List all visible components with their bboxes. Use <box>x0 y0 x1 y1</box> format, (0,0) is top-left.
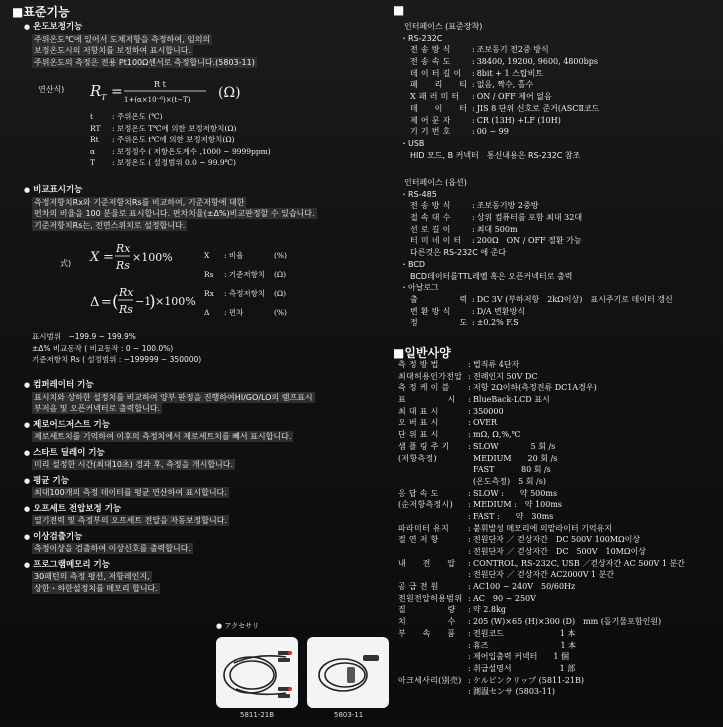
general-spec-colon: : <box>468 406 471 416</box>
compare-range-line: 기준저항치 Rs ( 설정범위 : −199999 ~ 350000) <box>32 355 202 364</box>
feature-item <box>24 476 364 499</box>
general-spec-label: 부 속 품 <box>398 628 456 638</box>
temp-desc-text: 보정온도시의 저항치를 보정하여 표시합니다. <box>34 46 192 55</box>
general-spec-row <box>398 593 685 605</box>
general-spec-label: 최대허용인가전압 <box>398 371 463 381</box>
general-spec-label: 아크세사리(別売) <box>398 675 462 685</box>
spec-label: 데 이 터 길 이 <box>410 68 462 78</box>
spec-row <box>410 317 673 329</box>
temp-def-row <box>90 111 271 123</box>
rs232c-section <box>400 21 599 161</box>
temp-def-row <box>90 157 271 169</box>
spec-colon: : <box>472 103 475 113</box>
general-spec-value: OVER <box>473 418 498 428</box>
general-spec-value: (온도측정) 5 회 /s) <box>473 476 546 486</box>
general-spec-value: AC100 ~ 240V 50/60Hz <box>473 582 576 592</box>
temp-desc-line <box>32 45 257 57</box>
spec-row <box>410 235 673 247</box>
compare-def-text: : 측정저항치 <box>224 289 266 298</box>
general-spec-row <box>398 546 685 558</box>
spec-colon: : <box>472 68 475 78</box>
svg-text:Rx: Rx <box>116 242 131 255</box>
spec-value: 상위 컴퓨터를 포함 최대 32대 <box>476 213 583 223</box>
spec-row <box>410 306 673 318</box>
temp-definitions <box>90 111 271 169</box>
svg-text:×100%: ×100% <box>155 295 196 308</box>
kelvin-clip-icon <box>216 637 298 708</box>
spec-row <box>410 126 599 138</box>
temp-desc-text: 주위온도의 측정은 전용 Pt100Ω센서로 측정합니다.(5803-11) <box>34 57 255 67</box>
spec-label: 정 도 <box>410 318 468 328</box>
feature-desc-text: 측정이상을 검출하여 이상신호를 출력합니다. <box>34 544 192 553</box>
general-spec-colon: : <box>468 558 471 568</box>
general-spec-colon: : <box>468 570 471 580</box>
spec-row <box>410 103 599 115</box>
temp-def-row <box>90 146 271 158</box>
svg-text:X: X <box>90 250 100 265</box>
accessory-label: ● アクセサリ <box>216 622 260 630</box>
spec-row <box>410 68 599 80</box>
feature-desc-line <box>24 392 364 404</box>
feature-heading: ● 컴퍼레이터 기능 <box>24 380 364 392</box>
general-spec-colon: : <box>468 663 471 673</box>
general-spec-row <box>398 382 685 394</box>
bcd-line: BCD데이터를TTL레벨 혹은 오픈커넥터로 출력 <box>410 271 573 281</box>
spec-colon: : <box>472 213 475 223</box>
spec-label: 출 력 <box>410 294 468 304</box>
general-spec-value: 휴즈 1 本 <box>473 640 577 650</box>
general-spec-colon: : <box>468 582 471 592</box>
spec-row <box>410 224 673 236</box>
general-spec-title: ■일반사양 <box>393 346 451 360</box>
spec-value: 조보동기 전2중 방식 <box>476 45 549 55</box>
spec-colon: : <box>472 201 475 211</box>
general-spec-label: 최 대 표 시 <box>398 406 439 416</box>
temp-desc-text: 주위온도℃에 있어서 도체저항을 측정하여, 임의의 <box>34 34 211 44</box>
compare-def-unit: (%) <box>274 308 287 317</box>
general-spec-value: 전원단자 ／ 걷상자간 AC2000V 1 분간 <box>473 570 615 580</box>
general-spec-row <box>398 417 685 429</box>
general-spec-colon: : <box>468 430 471 440</box>
general-spec-label: 절 연 저 항 <box>398 535 439 545</box>
clip-cable-photo <box>216 637 298 708</box>
spec-value: DC 3V (부하저항 2kΩ이상) 표시주기로 데이터 갱신 <box>476 294 673 304</box>
general-spec-row <box>398 534 685 546</box>
general-spec-label: 측 정 방 법 <box>398 360 439 369</box>
temp-def-text: : 보정온도 T℃에 의한 보정저항치(Ω) <box>112 123 237 133</box>
general-spec-row <box>398 441 685 453</box>
temp-def-text: : 주위온도 t℃에 의한 보정저항치(Ω) <box>112 135 235 144</box>
spec-colon: : <box>472 294 475 304</box>
general-spec-row <box>398 651 685 663</box>
rs485-note: 다른것은 RS-232C 에 준다 <box>410 248 507 258</box>
compare-desc-text: 측정저항치Rx와 기준저항치Rs를 비교하여, 기준저항에 대한 <box>34 197 245 207</box>
svg-text:=: = <box>101 295 112 310</box>
general-spec-colon: : <box>468 687 471 697</box>
spec-row <box>410 56 599 68</box>
spec-row <box>410 294 673 306</box>
feature-heading: ● 오프세트 전압보정 기능 <box>24 504 364 516</box>
rs485-sub: ・RS-485 <box>400 189 437 199</box>
feature-desc-line <box>24 403 364 415</box>
general-spec-label: (저항측정) <box>398 453 437 463</box>
spec-value: ±0.2% F.S <box>476 318 519 328</box>
svg-text:(: ( <box>112 292 119 312</box>
compare-formula-label: 式) <box>60 259 72 268</box>
spec-row <box>410 79 599 91</box>
temp-def-symbol: Rt <box>90 135 99 144</box>
compare-heading: ● 비교표시기능 <box>24 185 317 197</box>
analog-sub: ・아날로그 <box>400 283 439 293</box>
feature-item <box>24 448 364 471</box>
general-spec-value: CONTROL, RS-232C, USB ／걷상자간 AC 500V 1 분간 <box>473 558 685 568</box>
general-spec-colon: : <box>468 617 471 627</box>
general-spec-colon: : <box>468 383 471 393</box>
general-spec-row <box>398 453 685 465</box>
general-spec-colon: : <box>468 605 471 615</box>
general-spec-label: 응 답 속 도 <box>398 488 439 498</box>
temp-formula <box>88 74 258 108</box>
general-spec-value: AC 90 ~ 250V <box>473 593 536 603</box>
general-spec-table <box>398 359 685 698</box>
spec-value: 200Ω ON / OFF 절환 가능 <box>476 236 582 246</box>
general-spec-value: FAST : 약 30ms <box>473 511 554 521</box>
compare-desc-line <box>32 197 317 209</box>
compare-def-row <box>204 288 287 307</box>
general-spec-label: 단 위 표 시 <box>398 430 439 440</box>
feature-item <box>24 380 364 415</box>
svg-text:Rs: Rs <box>116 259 130 272</box>
spec-value: 8bit + 1 스탑비트 <box>476 68 544 78</box>
general-spec-colon: : <box>468 511 471 521</box>
feature-item <box>24 560 364 595</box>
general-spec-colon: : <box>468 547 471 556</box>
general-spec-colon: : <box>468 488 471 498</box>
feature-desc-line <box>24 487 364 499</box>
general-spec-value: 법직류 4단자 <box>473 360 520 369</box>
general-spec-colon: : <box>468 418 471 428</box>
spec-value: 없음, 짝수, 홀수 <box>476 80 534 90</box>
general-spec-value: ケルビンクリップ (5811-21B) <box>473 675 585 685</box>
general-spec-row <box>398 523 685 535</box>
general-spec-label: 내 전 압 <box>398 558 456 568</box>
general-spec-label: 전원전압허용범위 <box>398 593 463 603</box>
general-spec-row <box>398 663 685 675</box>
spec-colon: : <box>472 127 475 137</box>
general-spec-row <box>398 628 685 640</box>
rs232c-head: 인터페이스 (표준장착) <box>404 22 483 31</box>
spec-label: 접 속 대 수 <box>410 213 451 223</box>
spec-label: 기 기 번 호 <box>410 127 451 137</box>
general-spec-colon: : <box>468 395 471 405</box>
compare-def-text: : 편차 <box>224 308 244 317</box>
temp-def-text: : 주위온도 (℃) <box>112 112 163 121</box>
spec-colon: : <box>472 57 475 67</box>
feature-desc-line <box>24 515 364 527</box>
usb-line: HID 모드, B 커넥터 통신내용은 RS-232C 참조 <box>410 150 581 160</box>
temp-def-symbol: α <box>90 146 96 156</box>
compare-desc-line <box>32 208 317 220</box>
temp-sensor-icon <box>307 637 389 708</box>
spec-colon: : <box>472 45 475 55</box>
general-spec-value: 350000 <box>473 406 504 416</box>
general-spec-row <box>398 558 685 570</box>
general-spec-row <box>398 686 685 698</box>
compare-def-symbol: X <box>204 251 210 260</box>
general-spec-row <box>398 488 685 500</box>
svg-text:Rs: Rs <box>119 303 133 316</box>
svg-text:=: = <box>103 250 114 265</box>
general-spec-row <box>398 640 685 652</box>
general-spec-value: mΩ, Ω,%,℃ <box>473 430 521 440</box>
general-spec-row <box>398 675 685 687</box>
feature-desc-line <box>24 459 364 471</box>
general-spec-row <box>398 511 685 523</box>
compare-range-line: 표시범위 −199.9 ~ 199.9% <box>32 332 136 341</box>
svg-text:×100%: ×100% <box>132 251 173 264</box>
feature-item <box>24 532 364 555</box>
general-spec-colon: : <box>468 535 471 545</box>
spec-colon: : <box>472 224 475 234</box>
rs232c-sub: ・RS-232C <box>400 33 443 43</box>
general-spec-value: 붙휘발성 메모리에 의맡라이터 기억유지 <box>473 523 613 533</box>
spec-row <box>410 200 673 212</box>
feature-item <box>24 504 364 527</box>
svg-text:1+(α×10⁻⁶)×(t−T): 1+(α×10⁻⁶)×(t−T) <box>124 96 191 104</box>
clip-cable-caption: 5811-21B <box>240 711 275 719</box>
spec-label: 제 어 문 자 <box>410 115 451 125</box>
general-spec-colon: : <box>468 523 471 533</box>
spec-value: CR (13H) +LF (10H) <box>476 115 561 125</box>
feature-desc-line <box>24 431 364 443</box>
temp-sensor-caption: 5803-11 <box>334 711 364 719</box>
svg-text:T: T <box>101 93 107 102</box>
spec-row <box>410 212 673 224</box>
feature-heading: ● 이상검출기능 <box>24 532 364 544</box>
rs485-head: 인터페이스 (옵션) <box>404 178 467 187</box>
general-spec-value: 測温センサ (5803-11) <box>473 687 556 697</box>
spec-label: 선 로 길 이 <box>410 224 451 234</box>
temp-def-symbol: T <box>90 158 96 167</box>
general-spec-value: 약 2.8kg <box>473 605 506 615</box>
spec-value: 최대 500m <box>476 224 518 234</box>
general-spec-colon: : <box>468 640 471 650</box>
general-spec-colon: : <box>468 675 471 685</box>
spec-colon: : <box>472 236 475 246</box>
spec-label: 전 송 방 식 <box>410 201 451 211</box>
general-spec-colon: : <box>468 593 471 603</box>
feature-desc-text: 미리 설정한 시간(최대10초) 경과 후, 측정을 개시합니다. <box>34 460 234 469</box>
general-spec-label: 치 수 <box>398 617 456 627</box>
general-spec-label: 표 시 <box>398 395 456 405</box>
temp-compensation-section <box>24 22 257 68</box>
feature-heading: ● 제로어드저스트 기능 <box>24 420 364 432</box>
general-spec-value: 저항 2Ω이하(측정전류 DC1A경우) <box>473 383 597 393</box>
spec-value: 38400, 19200, 9600, 4800bps <box>476 57 598 67</box>
compare-def-text: : 기준저항치 <box>224 270 266 279</box>
compare-def-row <box>204 269 287 288</box>
spec-value: 조보동기방 2중방 <box>476 201 539 211</box>
feature-item <box>24 420 364 443</box>
compare-ranges <box>32 331 201 366</box>
feature-desc-text: 제로세트치를 기억하여 이후의 측정치에서 제로세트치를 빼서 표시합니다. <box>34 432 292 441</box>
spec-label: 터 미 네 이 터 <box>410 236 462 246</box>
feature-heading: ● 프로그램메모리 기능 <box>24 560 364 572</box>
general-spec-label: 측 정 케 이 블 <box>398 383 450 393</box>
general-spec-value: 전원단자 ／ 걷상자간 DC 500V 10MΩ이상 <box>473 547 646 556</box>
general-spec-row <box>398 429 685 441</box>
spec-value: D/A 변환방식 <box>476 306 526 316</box>
temp-def-symbol: RT <box>90 123 101 133</box>
compare-formulas <box>86 236 198 336</box>
interface-title: ■ <box>393 3 405 17</box>
temp-def-row <box>90 134 271 146</box>
feature-heading: ● 평균 기능 <box>24 476 364 488</box>
general-spec-row <box>398 569 685 581</box>
general-spec-label: 공 급 전 원 <box>398 582 439 592</box>
temp-sensor-photo <box>307 637 389 708</box>
temp-def-symbol: t <box>90 112 94 121</box>
spec-label: 패 리 티 <box>410 80 468 90</box>
general-spec-colon: : <box>468 628 471 638</box>
feature-desc-text: 표시치와 상하한 설정치를 비교하여 양부 판정을 진행하여HI/GO/LO의 램프표시 <box>34 392 313 402</box>
general-spec-row <box>398 499 685 511</box>
spec-row <box>410 91 599 103</box>
spec-colon: : <box>472 115 475 125</box>
compare-def-row <box>204 307 287 326</box>
spec-colon: : <box>472 92 475 102</box>
temp-def-text: : 보정온도 ( 설정범위 0.0 ~ 99.9℃) <box>112 158 236 167</box>
compare-section <box>24 185 317 231</box>
svg-text:R: R <box>90 82 102 100</box>
spec-colon: : <box>472 318 475 328</box>
spec-value: JIS 8 단위 신호로 준거(ASCⅡ코드 <box>476 103 600 113</box>
compare-desc-line <box>32 220 317 232</box>
temp-desc-line <box>32 57 257 69</box>
general-spec-value: FAST 80 회 /s <box>473 465 551 475</box>
spec-row <box>410 44 599 56</box>
feature-list <box>24 380 364 599</box>
general-spec-row <box>398 464 685 476</box>
temp-desc-line <box>32 34 257 46</box>
general-spec-value: MEDIUM : 약 100ms <box>473 500 563 510</box>
temp-formula-label: 연산식) <box>38 85 65 94</box>
general-spec-label: 파라미터 유지 <box>398 523 450 533</box>
compare-def-symbol: Rs <box>204 270 214 279</box>
general-spec-row <box>398 581 685 593</box>
feature-desc-line <box>24 571 364 583</box>
compare-desc-text: 기준저항치Rs는, 전면스위치로 설정합니다. <box>34 220 186 230</box>
general-spec-value: 제어입출력 커넥터 1 個 <box>473 652 569 662</box>
general-spec-value: 205 (W)×65 (H)×300 (D) mm (돌기물포함인원) <box>473 617 662 627</box>
general-spec-value: SLOW 5 회 /s <box>473 441 556 451</box>
general-spec-value: MEDIUM 20 회 /s <box>473 453 558 463</box>
general-spec-row <box>398 604 685 616</box>
general-spec-row <box>398 406 685 418</box>
feature-desc-text: 상한・하한설정치를 메모리 합니다. <box>34 583 158 593</box>
feature-desc-text: 30패턴의 측정 평션, 저항레인지, <box>34 572 150 581</box>
rs485-section <box>400 177 673 329</box>
general-spec-value: BlueBack-LCD 표시 <box>473 395 550 405</box>
compare-def-symbol: Δ <box>204 308 210 317</box>
feature-heading: ● 스타트 딜레이 기능 <box>24 448 364 460</box>
spec-value: ON / OFF 제어 없음 <box>476 92 552 102</box>
compare-def-unit: (Ω) <box>274 270 287 279</box>
general-spec-value: 전원단자 ／ 걷상자간 DC 500V 100MΩ이상 <box>473 535 641 545</box>
compare-desc-text: 편차의 비율을 100 분율로 표시합니다. 편차치율(±Δ%)비교판정할 수 있습니다. <box>34 209 315 218</box>
general-spec-value: 취급설명서 1 部 <box>473 663 576 673</box>
svg-text:(Ω): (Ω) <box>218 85 241 101</box>
temp-def-row <box>90 123 271 135</box>
standard-functions-title: ■표준기능 <box>12 5 70 19</box>
general-spec-row <box>398 371 685 383</box>
compare-def-symbol: Rx <box>204 289 214 298</box>
general-spec-colon: : <box>468 360 471 369</box>
feature-desc-line <box>24 583 364 595</box>
general-spec-label: 샘 플 링 주 기 <box>398 441 450 451</box>
svg-text:): ) <box>149 292 156 312</box>
general-spec-label: 오 버 표 시 <box>398 418 439 428</box>
compare-definitions <box>204 250 287 326</box>
feature-desc-text: 부저음 및 오픈커넥터로 출력합니다. <box>34 404 161 413</box>
spec-label: 데 이 터 <box>410 103 468 113</box>
compare-def-unit: (Ω) <box>274 289 287 298</box>
general-spec-colon: : <box>468 500 471 510</box>
spec-label: 전 송 속 도 <box>410 57 451 67</box>
bcd-sub: ・BCD <box>400 259 426 269</box>
temp-def-text: : 보정정수 ( 저항온도계수 ,1000 ~ 9999ppm) <box>112 146 271 156</box>
general-spec-colon: : <box>468 441 471 451</box>
general-spec-value: SLOW : 약 500ms <box>473 488 558 498</box>
general-spec-value: 전례인지 50V DC <box>473 371 538 381</box>
compare-def-unit: (%) <box>274 251 287 260</box>
svg-text:=: = <box>111 84 123 100</box>
general-spec-row <box>398 616 685 628</box>
general-spec-label: 질 량 <box>398 605 456 615</box>
general-spec-colon: : <box>468 371 471 381</box>
svg-text:Δ: Δ <box>90 295 100 310</box>
compare-def-row <box>204 250 287 269</box>
spec-label: X 패 러 미 터 <box>410 92 460 102</box>
svg-text:−1: −1 <box>135 295 152 308</box>
feature-desc-text: 최대100개의 측정 데이터를 평균 연산하여 표시합니다. <box>34 488 227 497</box>
compare-def-text: : 비율 <box>224 251 244 260</box>
spec-label: 전 송 방 식 <box>410 45 451 55</box>
compare-range-line: ±Δ% 비교동작 ( 비교동작 : 0 ~ 100.0%) <box>32 343 174 353</box>
spec-value: 00 ~ 99 <box>476 127 509 137</box>
svg-text:R t: R t <box>154 80 166 89</box>
general-spec-row <box>398 394 685 406</box>
general-spec-row <box>398 359 685 371</box>
general-spec-row <box>398 476 685 488</box>
general-spec-colon: : <box>468 652 471 662</box>
spec-row <box>410 115 599 127</box>
feature-desc-line <box>24 543 364 555</box>
svg-text:Rx: Rx <box>119 286 134 299</box>
general-spec-label: (순저항측정시) <box>398 500 454 510</box>
temp-compensation-heading: ● 온도보정기능 <box>24 22 257 34</box>
feature-desc-text: 열기전력 및 측정부의 오프세트 전압을 자동보정합니다. <box>34 516 227 525</box>
spec-label: 변 환 방 식 <box>410 306 451 316</box>
spec-colon: : <box>472 306 475 316</box>
spec-colon: : <box>472 80 475 90</box>
usb-sub: ・USB <box>400 138 425 148</box>
general-spec-value: 전원코드 1 本 <box>473 628 576 638</box>
